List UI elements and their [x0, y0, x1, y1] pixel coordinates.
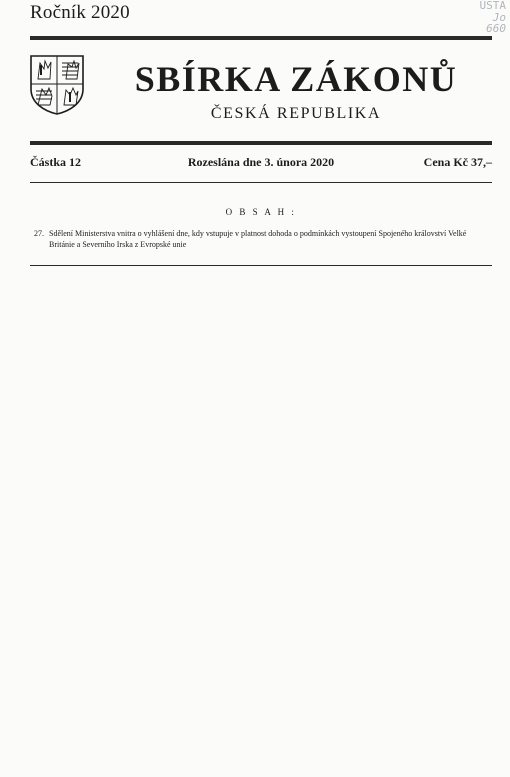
page-subtitle: ČESKÁ REPUBLIKA — [210, 105, 382, 122]
distribution-date: Rozeslána dne 3. února 2020 — [187, 155, 335, 169]
volume-label: Ročník 2020 — [30, 2, 130, 23]
state-emblem-icon — [30, 55, 84, 115]
item-number: 27. — [34, 229, 44, 238]
item-text: Sdělení Ministerstva vnitra o vyhlášení dne, kdy vstupuje v platnost dohoda o podmínkách vystoupení Spojeného království Velké Británie a Severního Irska z Evropské unie — [49, 229, 467, 249]
page-title: SBÍRKA ZÁKONŮ — [134, 59, 458, 99]
stamp-line-2: Jo — [492, 11, 506, 24]
price: Cena Kč 37,– — [423, 155, 492, 169]
middle-rule — [30, 141, 492, 145]
meta-rule — [30, 182, 492, 183]
contents-rule — [30, 265, 492, 266]
stamp-line-1: ÚSTA — [479, 0, 506, 12]
library-stamp — [480, 0, 507, 34]
stamp-line-3: 660 — [486, 22, 506, 35]
issue-number: Částka 12 — [30, 155, 82, 169]
top-rule — [30, 36, 492, 40]
contents-heading: O B S A H : — [225, 207, 297, 217]
contents-item — [30, 228, 492, 250]
